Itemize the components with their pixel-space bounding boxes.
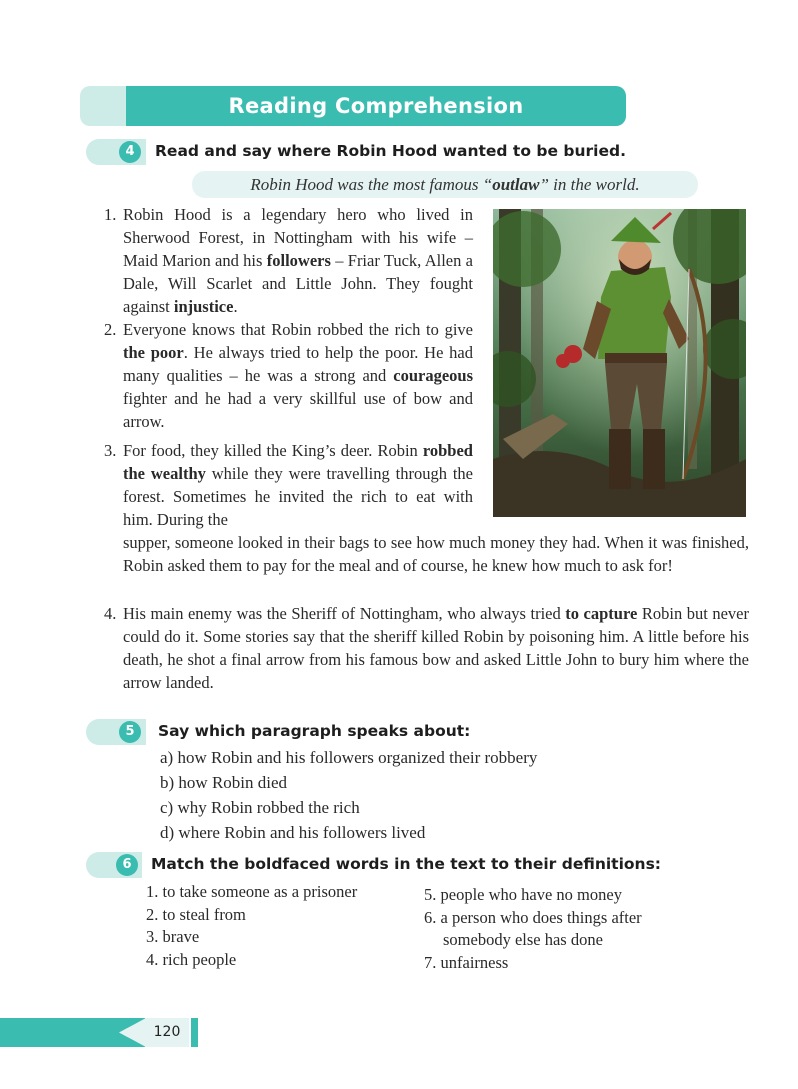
paragraph-text: Robin Hood is a legendary hero who lived in Sherwood Forest, in Nottingham with his wife – Maid Marion and his: [123, 205, 473, 270]
definition-item: 3. brave: [146, 927, 200, 946]
definitions-left-column: [146, 881, 357, 971]
robin-hood-illustration: [493, 209, 746, 517]
list-item: a) how Robin and his followers organized their robbery: [160, 748, 538, 767]
paragraph-3-continued: [123, 531, 749, 577]
subtitle-bold-word: outlaw: [492, 175, 540, 194]
definition-item: 6. a person who does things after: [424, 907, 642, 927]
footer-arrow-icon: [119, 1018, 146, 1047]
subtitle-text-end: ” in the world.: [539, 175, 640, 194]
paragraph-text: supper, someone looked in their bags to see how much money they had. When it was finished, Robin asked them to pay for the meal and of course, he knew how much to ask for!: [123, 533, 749, 575]
paragraph-2: [104, 318, 473, 433]
bold-word: the poor: [123, 343, 184, 362]
paragraph-text: while they were travelling through the forest. Sometimes he invited the rich to eat with him. During the: [123, 464, 473, 529]
page-number: 120: [145, 1018, 189, 1047]
paragraph-number: 1.: [104, 205, 117, 224]
paragraph-text: . He always tried to help the poor. He had many qualities – he was a strong and: [123, 343, 473, 385]
definition-item: 2. to steal from: [146, 904, 246, 924]
paragraph-number: 2.: [104, 320, 117, 339]
paragraph-number: 3.: [104, 441, 117, 460]
definition-item-continued: somebody else has done: [443, 930, 603, 949]
paragraph-text: – Friar Tuck, Allen a Dale, Will Scarlet and Little John. They fought against: [123, 251, 473, 316]
title-banner-tab: [80, 86, 126, 126]
task-6-number: 6: [116, 854, 138, 876]
list-item: c) why Robin robbed the rich: [160, 798, 360, 817]
bold-word: to capture: [565, 604, 638, 623]
paragraph-text: Everyone knows that Robin robbed the rich to give: [123, 320, 473, 339]
footer-marker: [191, 1018, 198, 1047]
bold-word: robbed the wealthy: [123, 441, 473, 483]
bold-word: injustice: [173, 297, 234, 316]
definition-item: 5. people who have no money: [424, 885, 622, 904]
robin-hood-picture: [493, 209, 746, 517]
paragraph-number: 4.: [104, 604, 117, 623]
paragraph-4: [104, 602, 749, 694]
paragraph-3: [104, 439, 473, 531]
paragraph-1: [104, 203, 473, 318]
task-4-number: 4: [119, 141, 141, 163]
list-item: d) where Robin and his followers lived: [160, 823, 426, 842]
task-5-number: 5: [119, 721, 141, 743]
definitions-right-column: [424, 884, 642, 974]
definition-item: 1. to take someone as a prisoner: [146, 882, 358, 901]
section-title: Reading Comprehension: [126, 86, 626, 126]
paragraph-text: His main enemy was the Sheriff of Nottingham, who always tried: [123, 604, 566, 623]
task-6-instruction: Match the boldfaced words in the text to their definitions:: [151, 855, 662, 873]
task-5-list: [160, 745, 537, 845]
definition-item: 7. unfairness: [424, 952, 509, 972]
task-4-instruction: Read and say where Robin Hood wanted to be buried.: [155, 142, 626, 160]
definition-item: 4. rich people: [146, 949, 237, 969]
paragraph-text: fighter and he had a very skillful use of bow and arrow.: [123, 389, 473, 431]
list-item: b) how Robin died: [160, 773, 288, 792]
bold-word: courageous: [393, 366, 473, 385]
subtitle-text-start: Robin Hood was the most famous “: [250, 175, 493, 194]
paragraph-text: Robin but never could do it. Some stories say that the sheriff killed Robin by poisoning him. A little before his death, he shot a final arrow from his famous bow and asked Little John to bury him where the arrow landed.: [123, 604, 749, 692]
paragraph-text: .: [233, 297, 238, 316]
task-5-instruction: Say which paragraph speaks about:: [158, 722, 471, 740]
text-subtitle: [192, 171, 698, 198]
bold-word: followers: [266, 251, 331, 270]
paragraph-text: For food, they killed the King’s deer. Robin: [123, 441, 423, 460]
